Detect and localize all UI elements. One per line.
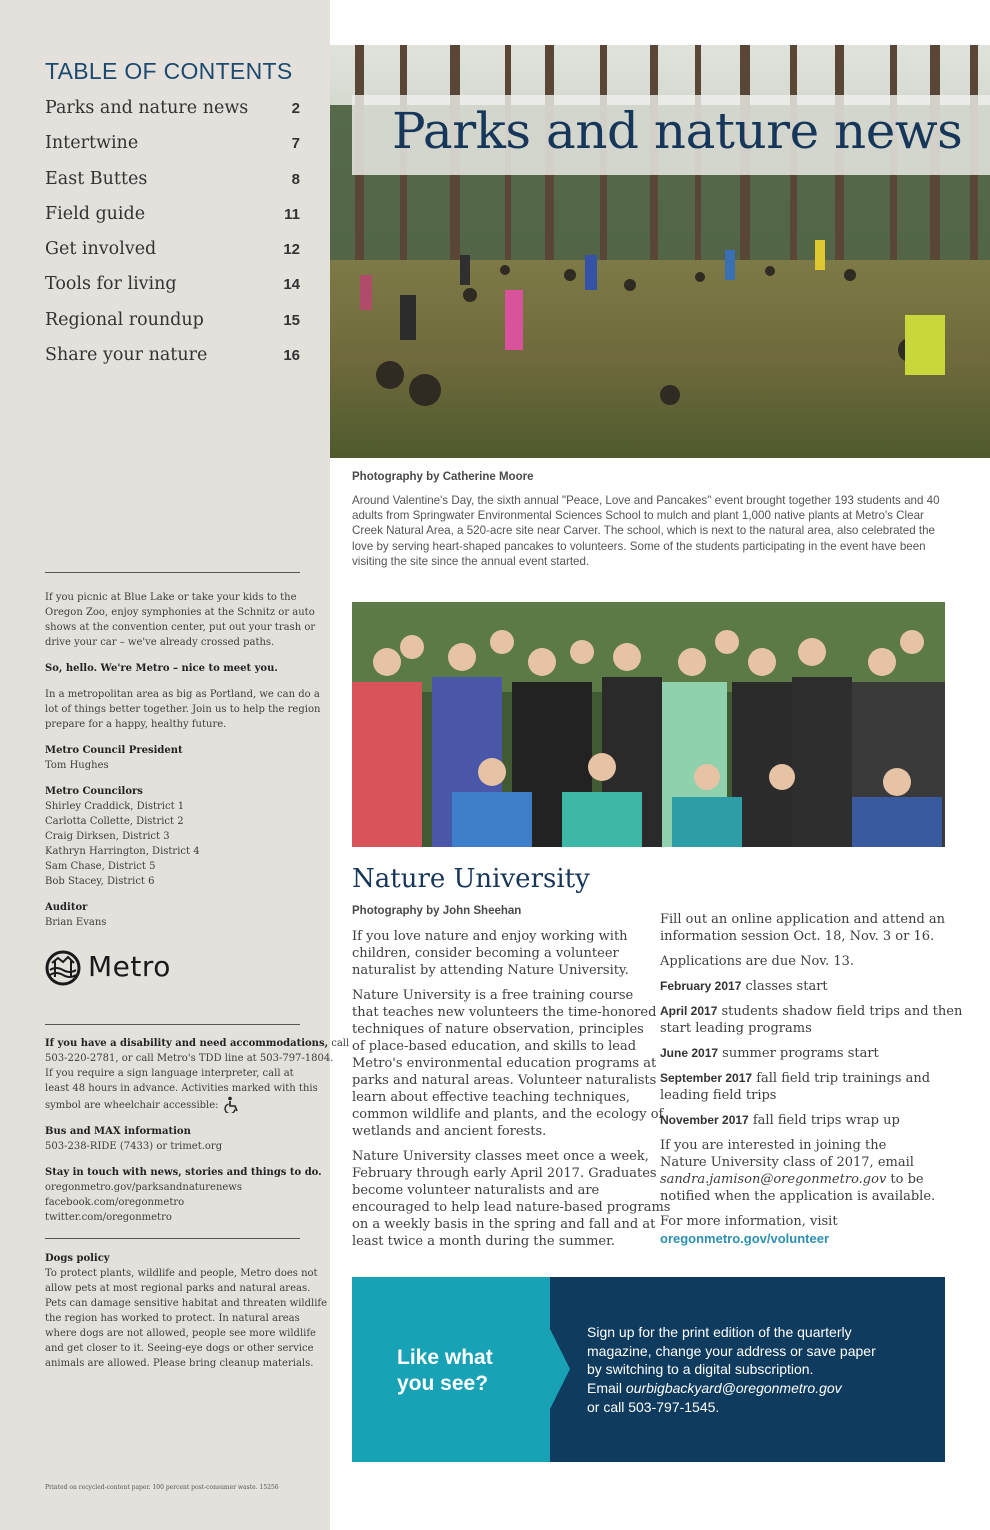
dogs-policy: Dogs policy To protect plants, wildlife and people, Metro does not allow pets at most regional parks and natural areas. Pets can damage sensitive habitat and threaten wildlife the region has worked to protect. In natural areas where dogs are not allowed, people see more wildlife and get closer to it. Seeing-eye dogs or other service animals are allowed. Please bring cleanup materials. bbox=[45, 1253, 328, 1369]
toc-item[interactable] bbox=[45, 274, 300, 298]
toc-label: East Buttes bbox=[45, 169, 148, 189]
paragraph: If you love nature and enjoy working with children, consider becoming a volunteer naturalist by attending Nature University. bbox=[352, 929, 629, 978]
banner-arrow-icon bbox=[548, 1277, 578, 1462]
paragraph: Nature University classes meet once a week, February through early April 2017. Graduates become volunteer naturalists and are encouraged to help lead nature-based programs on a weekly basis in the spring and fall and at least twice a month during the summer. bbox=[352, 1149, 671, 1249]
disability-info: If you have a disability and need accommodations, call 503-220-2781, or call Metro's TDD line at 503-797-1804. If you require a sign language interpreter, call at least 48 hours in advance. Activities marked with this symbol are wheelchair accessible: bbox=[45, 1036, 310, 1113]
stay-link[interactable]: facebook.com/oregonmetro bbox=[45, 1197, 185, 1208]
divider bbox=[45, 1238, 300, 1239]
schedule-item: June 2017 summer programs start bbox=[660, 1046, 879, 1061]
councilors-heading: Metro Councilors bbox=[45, 786, 143, 797]
dogs-heading: Dogs policy bbox=[45, 1253, 110, 1264]
metro-info bbox=[45, 590, 321, 941]
councilor: Sam Chase, District 5 bbox=[45, 861, 156, 872]
toc-label: Share your nature bbox=[45, 345, 208, 365]
section-title: Nature University bbox=[352, 864, 590, 894]
toc-label: Intertwine bbox=[45, 133, 139, 153]
councilor: Carlotta Collette, District 2 bbox=[45, 816, 184, 827]
toc-item[interactable] bbox=[45, 239, 300, 263]
toc-label: Regional roundup bbox=[45, 310, 204, 330]
toc-page-number: 11 bbox=[284, 206, 300, 223]
toc-page-number: 14 bbox=[283, 276, 300, 293]
subscribe-phone: or call 503-797-1545. bbox=[587, 1398, 720, 1415]
subscribe-banner bbox=[352, 1277, 945, 1462]
group-photo bbox=[352, 602, 945, 847]
president-name: Tom Hughes bbox=[45, 760, 109, 771]
intro-text: If you picnic at Blue Lake or take your kids to the Oregon Zoo, enjoy symphonies at the Schnitz or auto shows at the convention center, put out your trash or drive your car – we've already crossed paths. bbox=[45, 592, 316, 648]
schedule-item: February 2017 classes start bbox=[660, 979, 828, 994]
councilor: Kathryn Harrington, District 4 bbox=[45, 846, 200, 857]
toc-label: Field guide bbox=[45, 204, 146, 224]
schedule-item: November 2017 fall field trips wrap up bbox=[660, 1113, 900, 1128]
nu-left-column bbox=[352, 928, 671, 1258]
toc-item[interactable] bbox=[45, 98, 300, 122]
toc-item[interactable] bbox=[45, 133, 300, 157]
stay-heading: Stay in touch with news, stories and things to do. bbox=[45, 1167, 322, 1178]
paragraph: Nature University is a free training course that teaches new volunteers the time-honored techniques of nature observation, principles of place-based education, and skills to lead Metro's environmental education programs at parks and natural areas. Volunteer naturalists learn about effective teaching techniques, common wildlife and plants, and the ecology of wetlands and ancient forests. bbox=[352, 988, 664, 1139]
toc-page-number: 2 bbox=[291, 100, 300, 117]
toc-page-number: 8 bbox=[291, 171, 300, 188]
printed-note: Printed on recycled-content paper. 100 percent post-consumer waste. 15256 bbox=[45, 1484, 279, 1491]
toc-item[interactable] bbox=[45, 169, 300, 193]
president-heading: Metro Council President bbox=[45, 745, 183, 756]
contact-email[interactable]: sandra.jamison@oregonmetro.gov bbox=[660, 1172, 887, 1187]
more-info: For more information, visit oregonmetro.gov/volunteer bbox=[660, 1213, 950, 1247]
due-date: Applications are due Nov. 13. bbox=[660, 954, 855, 969]
nu-right-column bbox=[660, 911, 963, 1255]
banner-text: Sign up for the print edition of the quarterly magazine, change your address or save paper by switching to a digital subscription. Email ourbigbackyard@oregonmetro.gov or call 503-797-1545. bbox=[587, 1324, 876, 1415]
auditor-name: Brian Evans bbox=[45, 917, 107, 928]
wheelchair-icon bbox=[224, 1096, 240, 1113]
bus-heading: Bus and MAX information bbox=[45, 1126, 191, 1137]
hero-caption: Around Valentine's Day, the sixth annual "Peace, Love and Pancakes" event brought together 193 students and 40 adults from Springwater Environmental Sciences School to mulch and plant 1,000 native plants at Metro's Clear Creek Natural Area, a 520-acre site near Carver. The school, which is next to the natural area, also celebrated the love by serving heart-shaped pancakes to volunteers. Some of the students participating in the event have been visiting the site since the annual event started. bbox=[352, 494, 940, 568]
stay-link[interactable]: oregonmetro.gov/parksandnaturenews bbox=[45, 1182, 242, 1193]
toc-label: Get involved bbox=[45, 239, 157, 259]
toc-label: Tools for living bbox=[45, 274, 177, 294]
councilor: Bob Stacey, District 6 bbox=[45, 876, 155, 887]
toc-page-number: 7 bbox=[291, 135, 300, 152]
councilor: Craig Dirksen, District 3 bbox=[45, 831, 170, 842]
bus-info: 503-238-RIDE (7433) or trimet.org bbox=[45, 1141, 223, 1152]
toc-page-number: 16 bbox=[283, 347, 300, 364]
toc-page-number: 15 bbox=[283, 312, 300, 329]
divider bbox=[45, 1024, 300, 1025]
stay-link[interactable]: twitter.com/oregonmetro bbox=[45, 1212, 172, 1223]
toc-page-number: 12 bbox=[283, 241, 300, 258]
toc-label: Parks and nature news bbox=[45, 98, 249, 118]
paragraph: Fill out an online application and attend an information session Oct. 18, Nov. 3 or 16. bbox=[660, 912, 946, 944]
hero-photo-credit: Photography by Catherine Moore bbox=[352, 471, 534, 483]
toc-item[interactable] bbox=[45, 310, 300, 334]
contact-paragraph: If you are interested in joining the Nature University class of 2017, email sandra.jamison@oregonmetro.gov to be notified when the application is available. bbox=[660, 1138, 936, 1204]
nu-photo-credit: Photography by John Sheehan bbox=[352, 905, 522, 917]
contact-info bbox=[45, 1036, 350, 1236]
volunteer-link[interactable]: oregonmetro.gov/volunteer bbox=[660, 1231, 830, 1246]
councilor: Shirley Craddick, District 1 bbox=[45, 801, 185, 812]
schedule-item: September 2017 fall field trip trainings and leading field trips bbox=[660, 1071, 931, 1103]
divider bbox=[45, 572, 300, 573]
page-title: Parks and nature news bbox=[392, 102, 963, 160]
hello-heading: So, hello. We're Metro – nice to meet you. bbox=[45, 663, 278, 674]
region-text: In a metropolitan area as big as Portland, we can do a lot of things better together. Join us to help the region prepare for a happy, healthy future. bbox=[45, 689, 321, 730]
toc-item[interactable] bbox=[45, 345, 300, 369]
auditor-heading: Auditor bbox=[45, 902, 88, 913]
banner-heading: Like what you see? bbox=[397, 1346, 493, 1395]
subscribe-email[interactable]: ourbigbackyard@oregonmetro.gov bbox=[625, 1380, 842, 1397]
toc-title: TABLE OF CONTENTS bbox=[45, 58, 293, 84]
metro-wordmark: Metro bbox=[88, 950, 171, 983]
toc-item[interactable] bbox=[45, 204, 300, 228]
sidebar bbox=[0, 0, 350, 1530]
schedule-item: April 2017 students shadow field trips and then start leading programs bbox=[660, 1004, 963, 1036]
